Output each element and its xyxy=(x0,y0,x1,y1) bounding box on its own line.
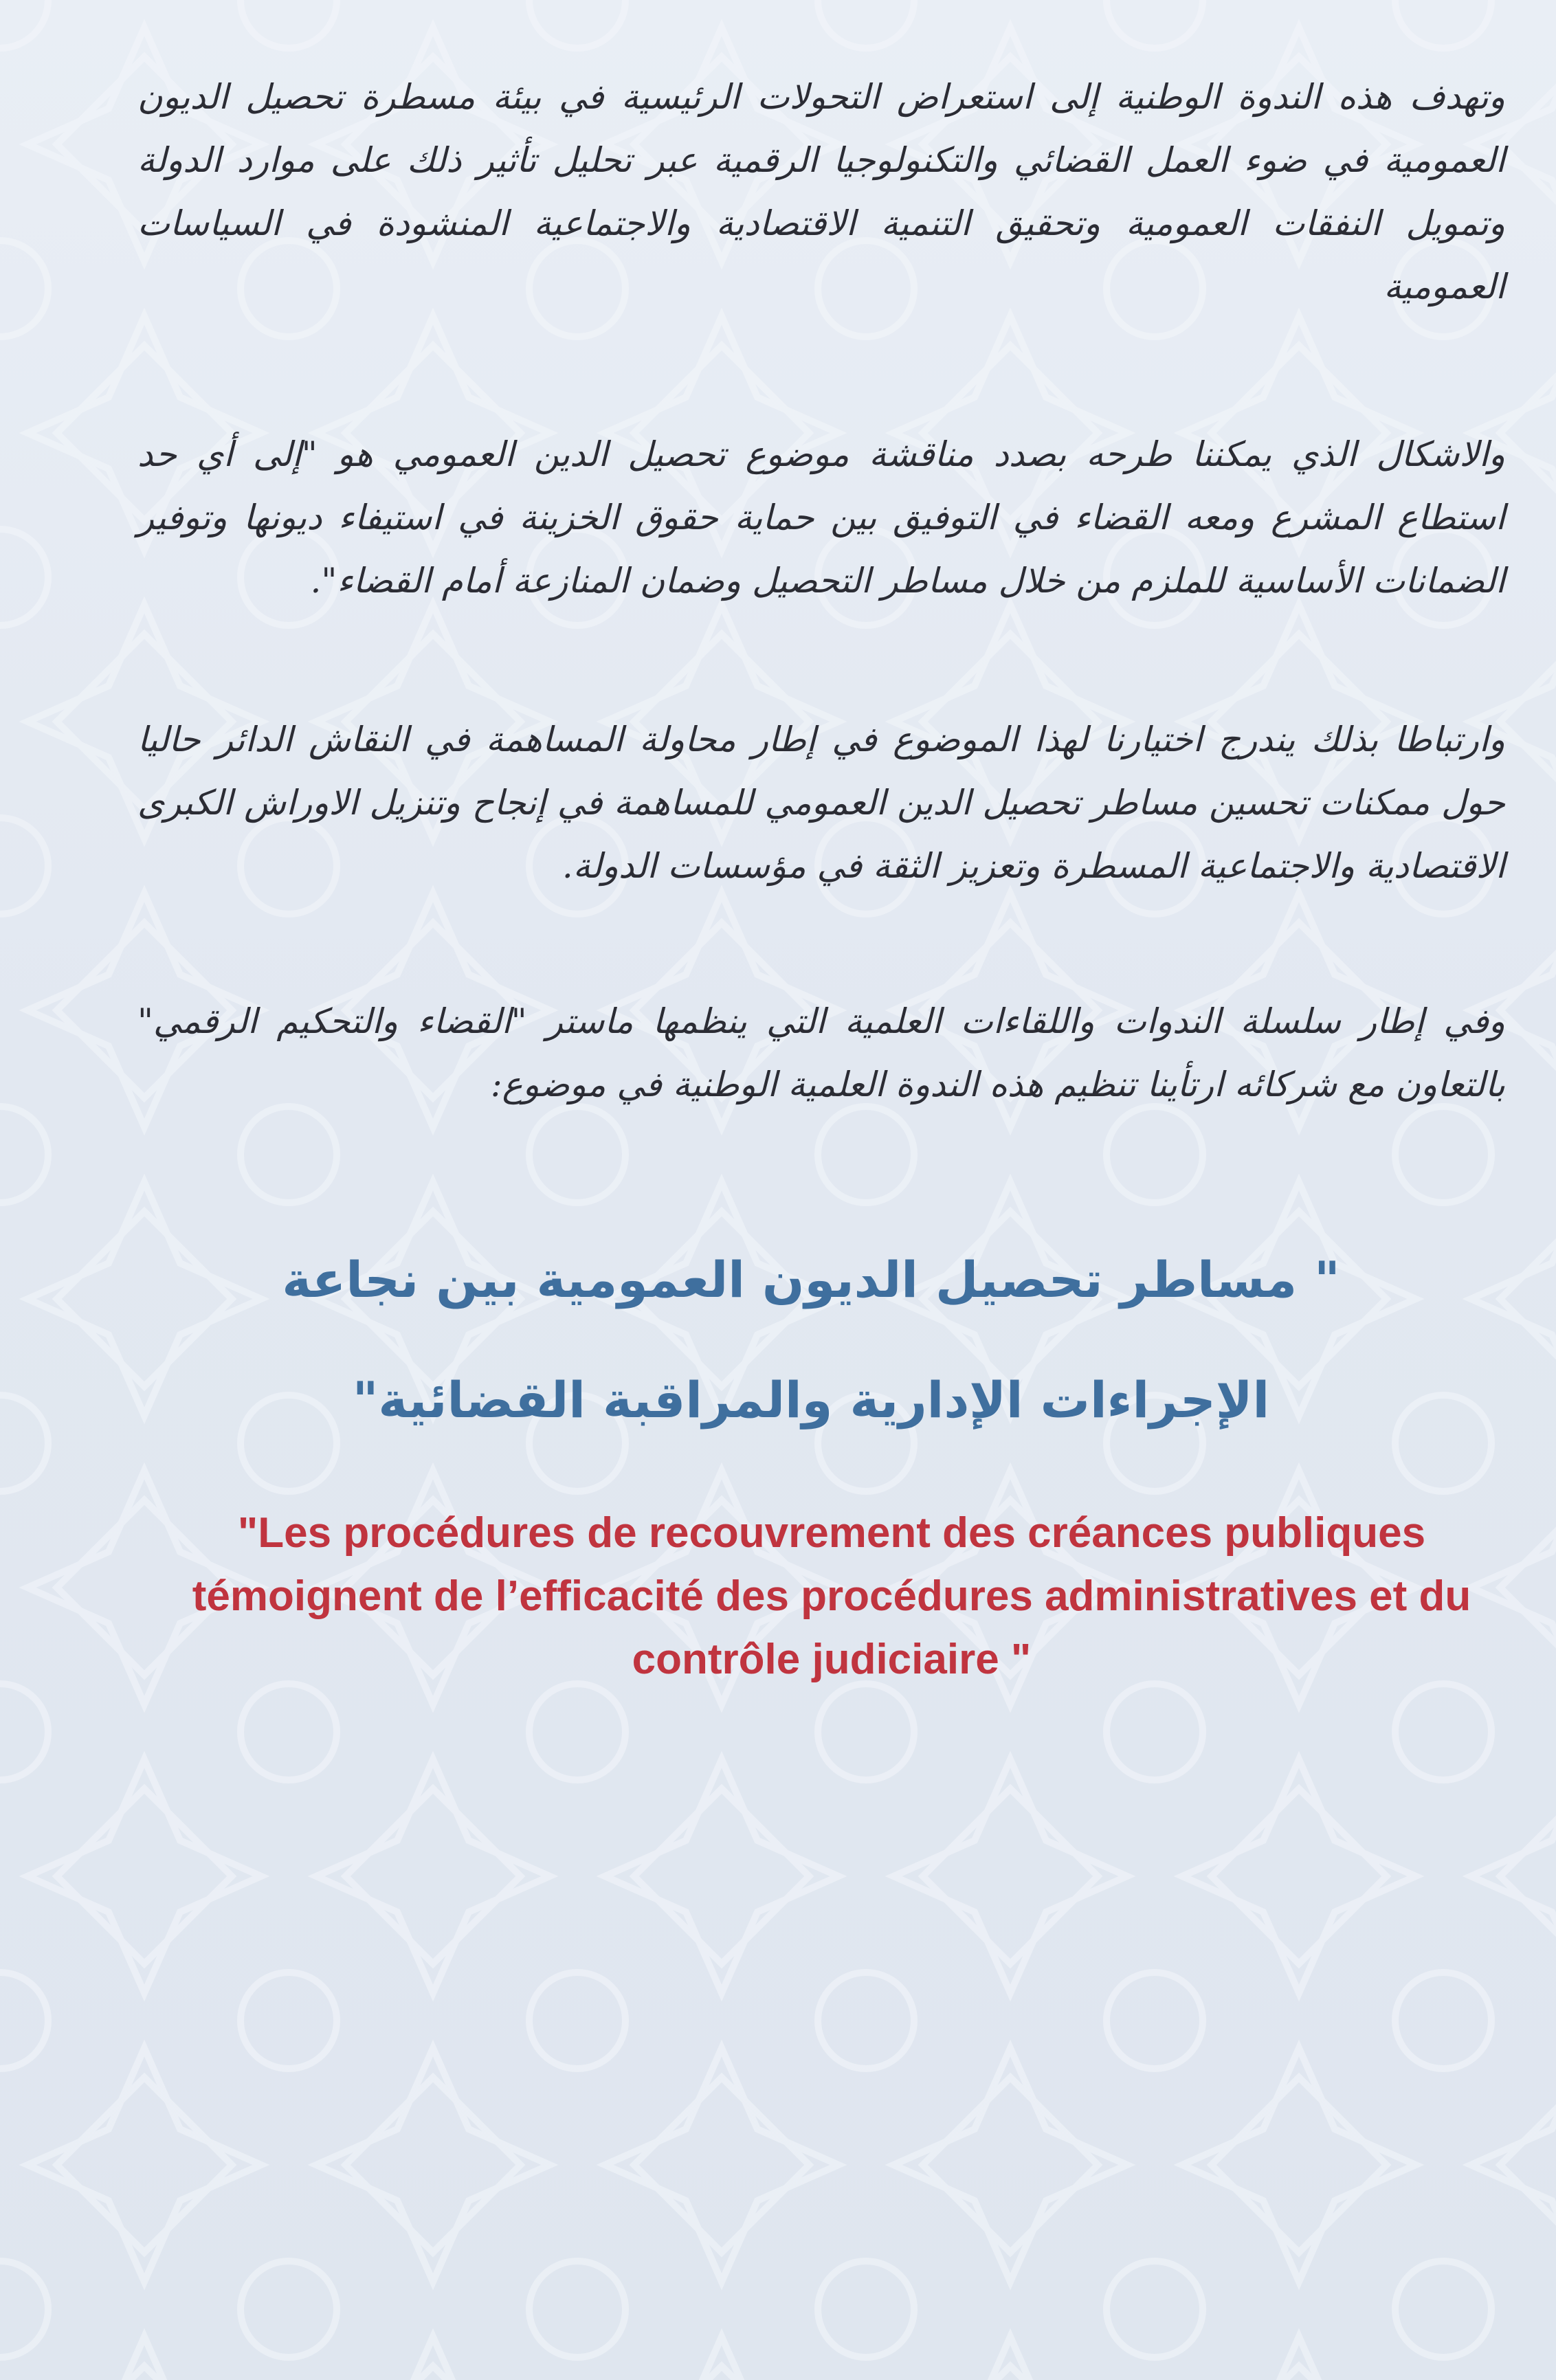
paragraph-objective: وتهدف هذه الندوة الوطنية إلى استعراض التحولات الرئيسية في بيئة مسطرة تحصيل الديون العمومية في ضوء العمل القضائي والتكنولوجيا الرقمية عبر تحليل تأثير ذلك على موارد الدولة وتمويل النفقات العمومية وتحقيق التنمية الاقتصادية والاجتماعية المنشودة في السياسات العمومية xyxy=(137,77,1505,307)
paragraph-context: وارتباطا بذلك يندرج اختيارنا لهذا الموضوع في إطار محاولة المساهمة في النقاش الدائر حاليا حول ممكنات تحسين مساطر تحصيل الدين العمومي للمساهمة في إنجاح وتنزيل الاوراش الكبرى الاقتصادية والاجتماعية المسطرة وتعزيز الثقة في مؤسسات الدولة. xyxy=(137,720,1505,886)
paragraph-problem: والاشكال الذي يمكننا طرحه بصدد مناقشة موضوع تحصيل الدين العمومي هو "إلى أي حد استطاع المشرع ومعه القضاء في التوفيق بين حماية حقوق الخزينة في استيفاء ديونها وتوفير الضمانات الأساسية للملزم من خلال مساطر التحصيل وضمان المنازعة أمام القضاء". xyxy=(137,434,1505,601)
paragraph-organization: وفي إطار سلسلة الندوات واللقاءات العلمية التي ينظمها ماستر "القضاء والتحكيم الرقمي" بالتعاون مع شركائه ارتأينا تنظيم هذه الندوة العلمية الوطنية في موضوع: xyxy=(137,1001,1505,1104)
french-title: "Les procédures de recouvrement des créances publiques témoignent de l’efficacité des procédures administratives et du contrôle judiciaire " xyxy=(192,1509,1471,1683)
arabic-title: " مساطر تحصيل الديون العمومية بين نجاعة الإجراءات الإدارية والمراقبة القضائية" xyxy=(282,1251,1340,1429)
